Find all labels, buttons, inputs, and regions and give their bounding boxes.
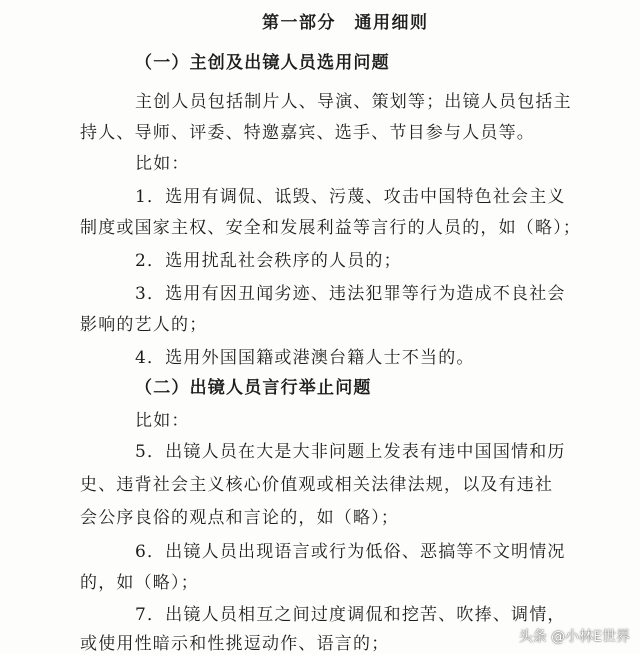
list-item: 4．选用外国国籍或港澳台籍人士不当的。	[135, 348, 475, 368]
paragraph-line: 主创人员包括制片人、导演、策划等；出镜人员包括主	[135, 92, 572, 112]
list-item-continuation: 的，如（略）；	[80, 573, 199, 593]
section-heading-2: （二）出镜人员言行举止问题	[135, 378, 372, 398]
page-title: 第一部分 通用细则	[262, 13, 429, 33]
list-item: 6．出镜人员出现语言或行为低俗、恶搞等不文明情况	[135, 542, 566, 562]
list-item-continuation: 影响的艺人的；	[80, 315, 208, 335]
list-item-continuation: 或使用性暗示和性挑逗动作、语言的；	[80, 634, 390, 654]
list-item: 2．选用扰乱社会秩序的人员的；	[135, 251, 402, 271]
list-item-continuation: 制度或国家主权、安全和发展利益等言行的人员的，如（略）；	[80, 218, 582, 238]
list-item: 1．选用有调侃、诋毁、污蔑、攻击中国特色社会主义	[135, 187, 566, 207]
watermark: 头条 @小林E世界	[518, 629, 630, 645]
list-item: 7．出镜人员相互之间过度调侃和挖苦、吹捧、调情，	[135, 605, 566, 625]
list-item-continuation: 会公序良俗的观点和言论的，如（略）；	[80, 508, 400, 528]
paragraph-line: 持人、导师、评委、特邀嘉宾、选手、节目参与人员等。	[80, 123, 535, 143]
list-item: 5．出镜人员在大是大非问题上发表有违中国国情和历	[135, 442, 566, 462]
list-item: 3．选用有因丑闻劣迹、违法犯罪等行为造成不良社会	[135, 284, 566, 304]
list-item-continuation: 史、违背社会主义核心价值观或相关法律法规，以及有违社	[80, 475, 554, 495]
example-label: 比如：	[135, 154, 190, 174]
example-label: 比如：	[135, 411, 190, 431]
section-heading-1: （一）主创及出镜人员选用问题	[135, 53, 390, 73]
